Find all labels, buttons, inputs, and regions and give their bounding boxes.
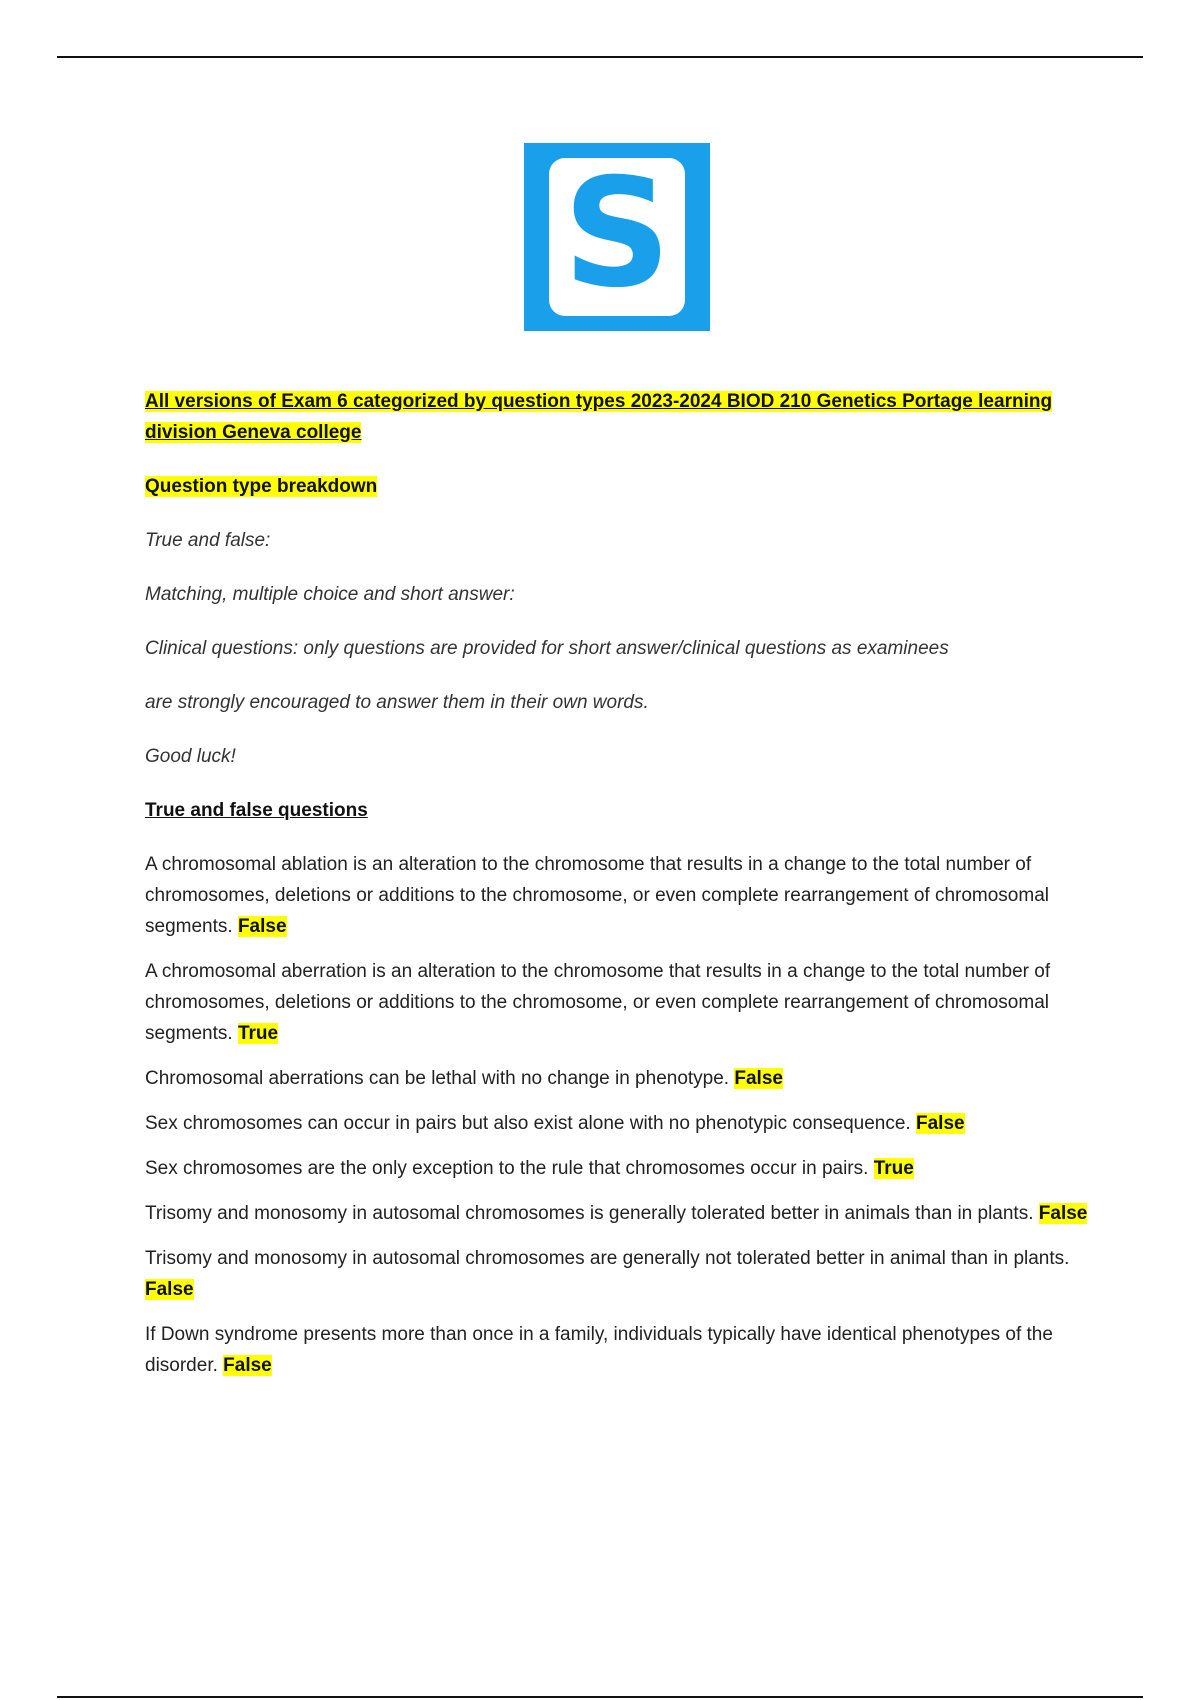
document-title-text: All versions of Exam 6 categorized by question types 2023-2024 BIOD 210 Genetics Portage learning division Geneva college xyxy=(145,391,1053,443)
breakdown-item: True and false: xyxy=(145,530,271,551)
answer-badge: False xyxy=(237,916,287,937)
breakdown-heading xyxy=(145,471,1095,502)
document-body xyxy=(145,386,1095,1395)
question-text: Sex chromosomes can occur in pairs but also exist alone with no phenotypic consequence. xyxy=(145,1113,911,1134)
bottom-rule xyxy=(57,1696,1143,1698)
question-text: Trisomy and monosomy in autosomal chromosomes are generally not tolerated better in animal than in plants. xyxy=(145,1248,1070,1269)
breakdown-item: are strongly encouraged to answer them in their own words. xyxy=(145,692,649,713)
breakdown-item: Matching, multiple choice and short answer: xyxy=(145,584,515,605)
question-text: Chromosomal aberrations can be lethal with no change in phenotype. xyxy=(145,1068,730,1089)
answer-badge: False xyxy=(734,1068,783,1089)
breakdown-item: Good luck! xyxy=(145,746,236,767)
logo-inner xyxy=(549,147,685,321)
question-item xyxy=(145,956,1095,1049)
breakdown-heading-text: Question type breakdown xyxy=(145,476,378,497)
answer-badge: True xyxy=(873,1158,914,1179)
question-item xyxy=(145,1243,1095,1305)
top-rule xyxy=(57,56,1143,58)
question-text: A chromosomal aberration is an alteration to the chromosome that results in a change to the total number of chromosomes, deletions or additions to the chromosome, or even complete rearrangement of chromosomal segments. xyxy=(145,961,1051,1044)
question-item xyxy=(145,1198,1095,1229)
question-text: A chromosomal ablation is an alteration to the chromosome that results in a change to the total number of chromosomes, deletions or additions to the chromosome, or even complete rearrangement of chromosomal segments. xyxy=(145,854,1049,937)
question-text: If Down syndrome presents more than once in a family, individuals typically have identical phenotypes of the disorder. xyxy=(145,1324,1053,1376)
section-heading xyxy=(145,795,1095,826)
answer-badge: False xyxy=(916,1113,965,1134)
question-item xyxy=(145,1153,1095,1184)
logo-letter: S xyxy=(562,147,672,321)
answer-badge: True xyxy=(237,1023,279,1044)
answer-badge: False xyxy=(1038,1203,1088,1224)
logo xyxy=(524,143,710,331)
answer-badge: False xyxy=(223,1355,272,1376)
question-text: Trisomy and monosomy in autosomal chromosomes is generally tolerated better in animals than in plants. xyxy=(145,1203,1034,1224)
question-item xyxy=(145,1063,1095,1094)
question-item xyxy=(145,1108,1095,1139)
breakdown-item: Clinical questions: only questions are provided for short answer/clinical questions as examinees xyxy=(145,638,949,659)
question-text: Sex chromosomes are the only exception to the rule that chromosomes occur in pairs. xyxy=(145,1158,869,1179)
answer-badge: False xyxy=(145,1279,194,1300)
question-item xyxy=(145,1319,1095,1381)
document-title xyxy=(145,386,1095,448)
question-item xyxy=(145,849,1095,942)
section-heading-text: True and false questions xyxy=(145,800,368,821)
